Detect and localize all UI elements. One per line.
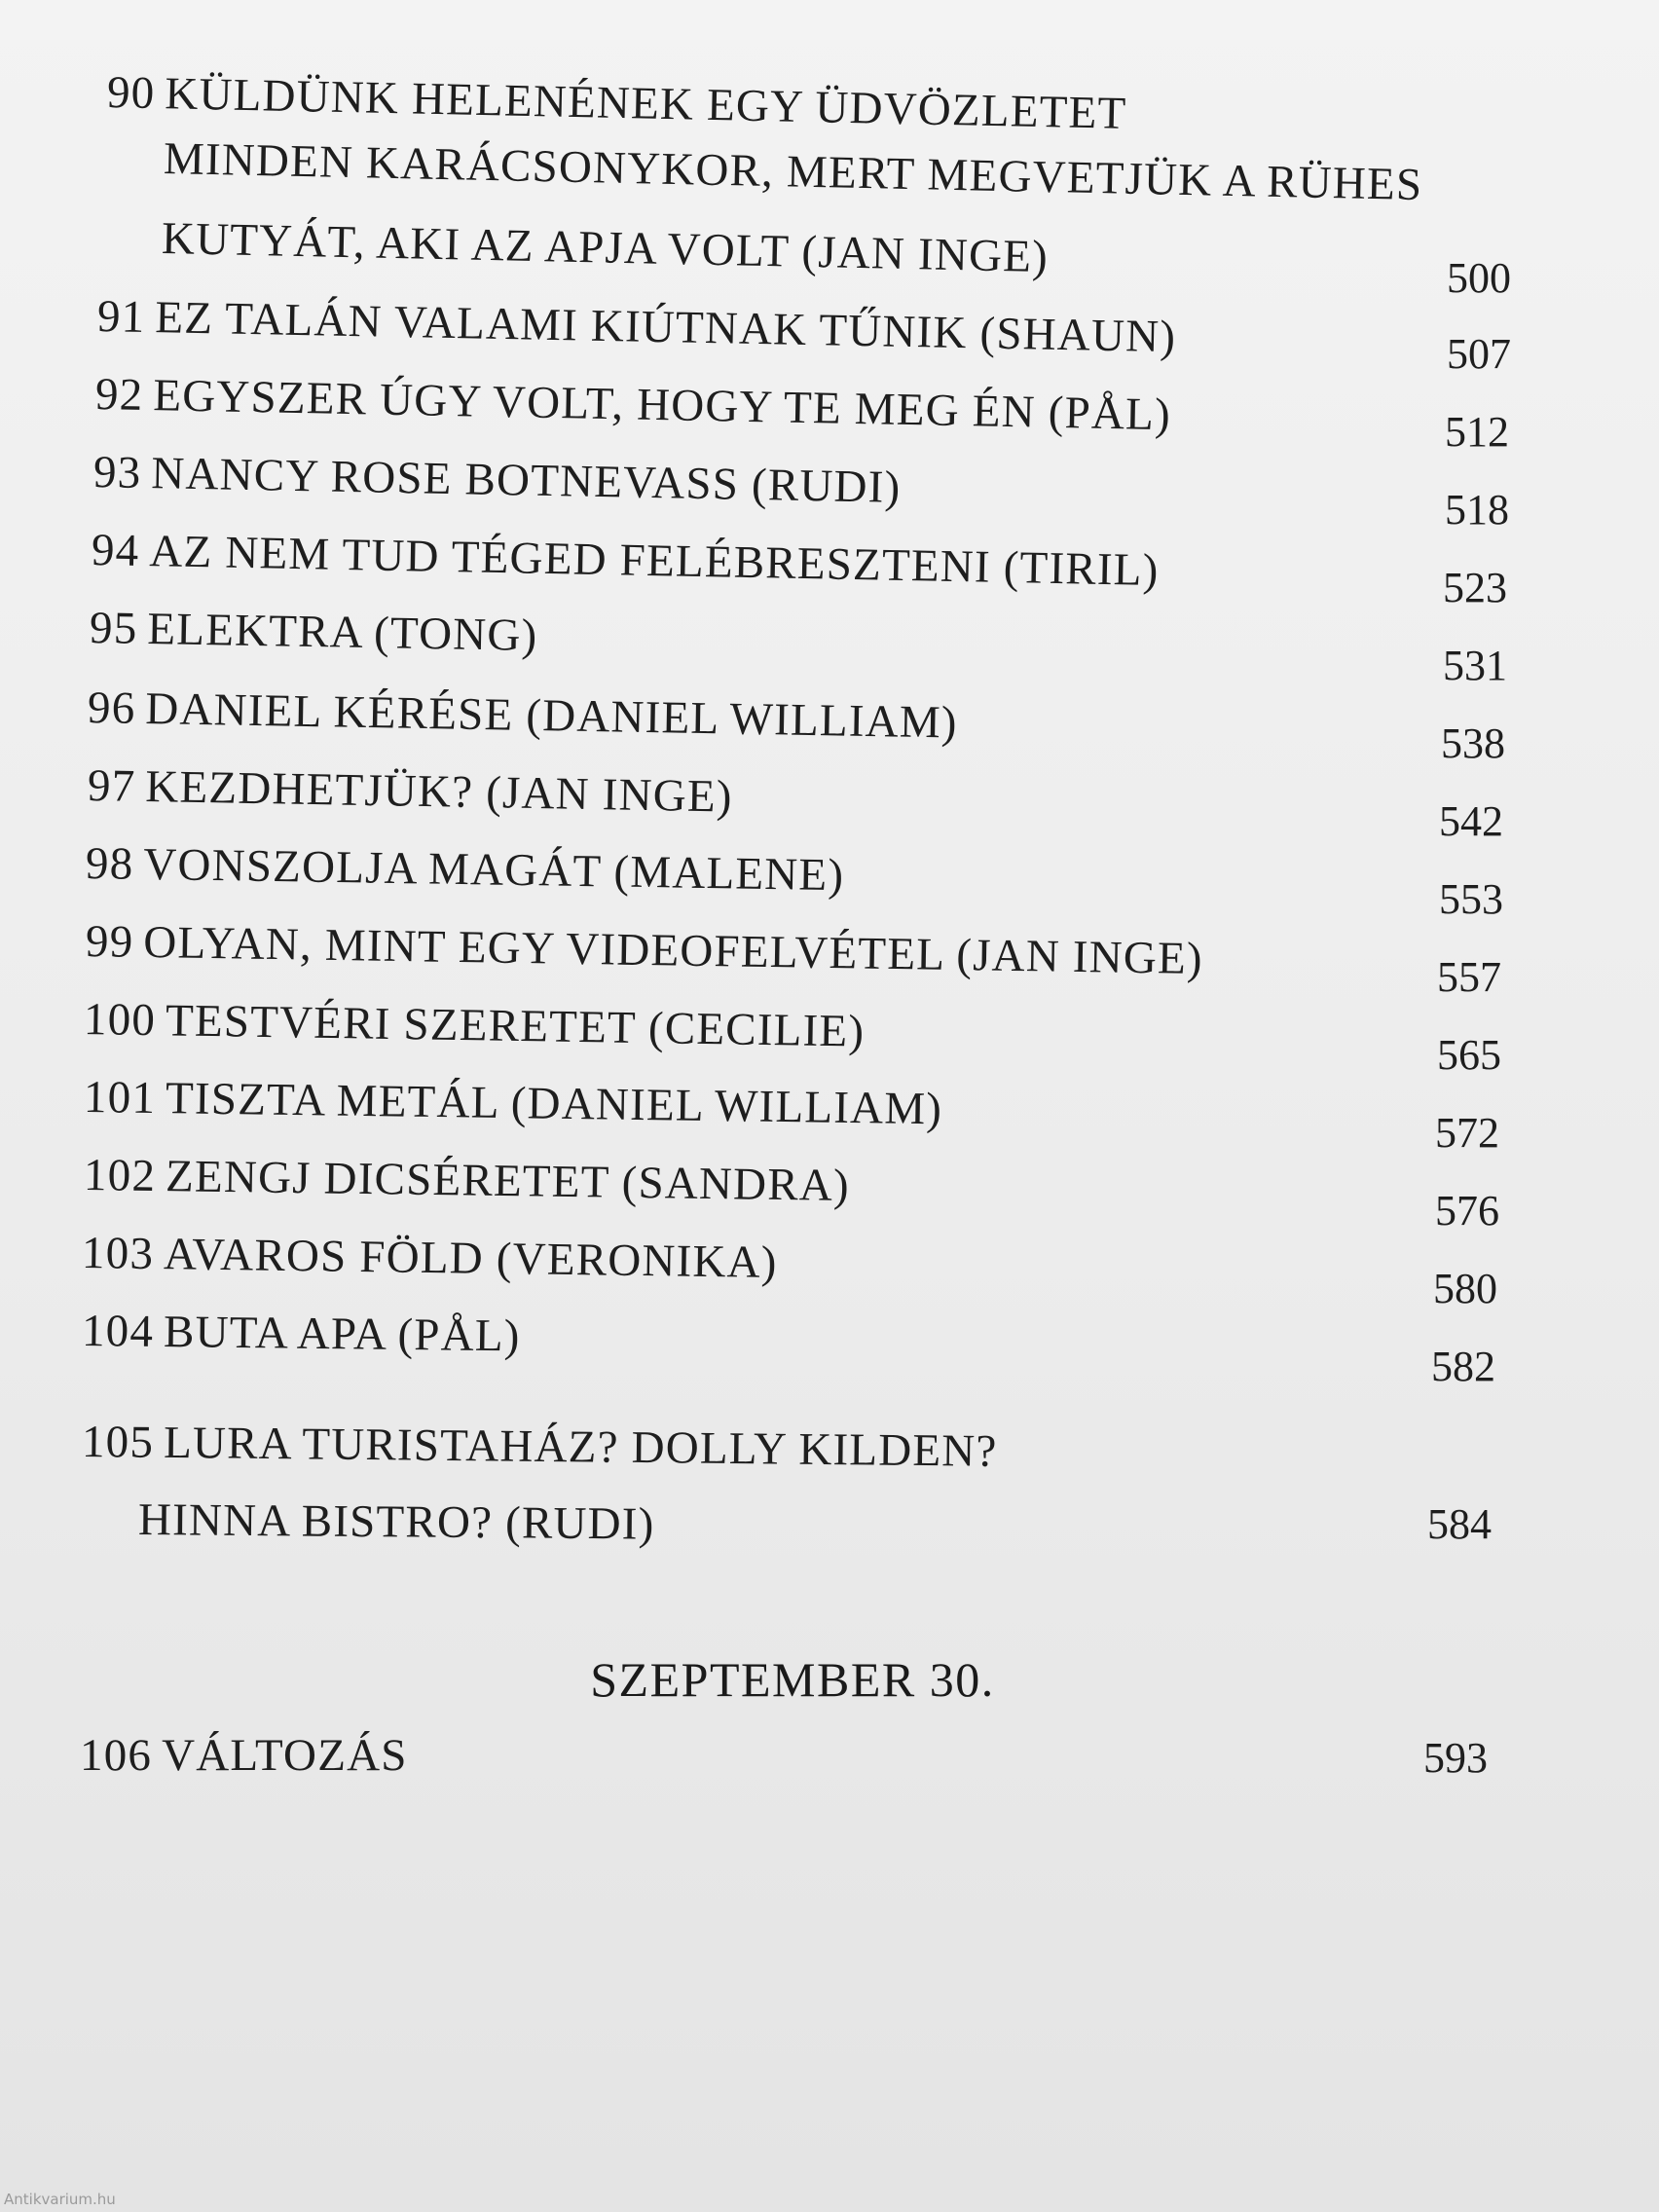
- entry-number: 96: [87, 682, 136, 734]
- toc-entry-97: [87, 760, 734, 823]
- toc-entry-93: [92, 447, 902, 513]
- toc-entry-90-line-1: [106, 67, 1127, 139]
- page-number: 531: [1443, 642, 1507, 689]
- entry-title: KEZDHETJÜK? (JAN INGE): [144, 761, 734, 823]
- page-number: 512: [1445, 408, 1509, 456]
- toc-entry-98: [85, 838, 845, 902]
- entry-title: NANCY ROSE BOTNEVASS (RUDI): [150, 448, 902, 513]
- entry-number: 99: [85, 916, 134, 968]
- entry-title: TESTVÉRI SZERETET (CECILIE): [165, 995, 866, 1057]
- entry-number: 106: [80, 1730, 153, 1781]
- entry-number: 97: [87, 760, 136, 812]
- entry-number: 103: [81, 1228, 155, 1280]
- page-number: 538: [1441, 719, 1505, 767]
- entry-title: TISZTA METÁL (DANIEL WILLIAM): [165, 1073, 943, 1135]
- page-number: 507: [1447, 330, 1511, 378]
- entry-number: 95: [89, 603, 138, 654]
- watermark: Antikvarium.hu: [4, 2191, 116, 2208]
- entry-title: LURA TURISTAHÁZ? DOLLY KILDEN?: [163, 1417, 998, 1477]
- toc-entry-90-line-2: [163, 133, 1423, 211]
- entry-number: 105: [81, 1417, 155, 1468]
- entry-number: 91: [96, 291, 146, 343]
- page-number: 523: [1443, 564, 1507, 611]
- entry-number: 98: [85, 838, 134, 890]
- entry-title: BUTA APA (PÅL): [163, 1307, 521, 1362]
- toc-entry-106: [80, 1730, 408, 1781]
- page-number: 593: [1423, 1734, 1488, 1782]
- toc-entry-105-line-1: [82, 1419, 998, 1475]
- toc-entry-92: [94, 369, 1172, 441]
- toc-entry-91: [96, 291, 1177, 363]
- entry-title: AZ NEM TUD TÉGED FELÉBRESZTENI (TIRIL): [148, 526, 1160, 597]
- page-number: 553: [1439, 875, 1503, 923]
- entry-title: EZ TALÁN VALAMI KIÚTNAK TŰNIK (SHAUN): [154, 292, 1177, 363]
- entry-number: 104: [81, 1306, 155, 1357]
- entry-title-continued: HINNA BISTRO? (RUDI): [137, 1494, 655, 1550]
- entry-title: ZENGJ DICSÉRETET (SANDRA): [165, 1151, 851, 1211]
- toc-entry-105-line-2: [137, 1494, 655, 1550]
- entry-title: DANIEL KÉRÉSE (DANIEL WILLIAM): [144, 683, 959, 749]
- page-number: 557: [1437, 953, 1501, 1001]
- page-number: 582: [1431, 1343, 1495, 1390]
- entry-title: EGYSZER ÚGY VOLT, HOGY TE MEG ÉN (PÅL): [152, 370, 1172, 441]
- entry-title-continued: MINDEN KARÁCSONYKOR, MERT MEGVETJÜK A RÜHES: [163, 133, 1423, 211]
- page-number: 518: [1445, 486, 1509, 534]
- entry-number: 102: [83, 1150, 157, 1202]
- entry-title: ELEKTRA (TONG): [146, 604, 538, 662]
- toc-entry-96: [87, 682, 959, 749]
- entry-number: 101: [83, 1072, 157, 1124]
- page-number: 542: [1439, 797, 1503, 845]
- page-number: 584: [1427, 1500, 1492, 1548]
- entry-title: VONSZOLJA MAGÁT (MALENE): [142, 838, 845, 902]
- entry-number: 92: [94, 369, 144, 421]
- toc-entry-90-line-3: [161, 213, 1050, 283]
- page-number: 572: [1435, 1109, 1499, 1157]
- page-number: 576: [1435, 1187, 1499, 1235]
- entry-number: 90: [106, 67, 156, 120]
- toc-entry-99: [85, 916, 1204, 985]
- toc-entry-95: [89, 603, 538, 662]
- entry-title: AVAROS FÖLD (VERONIKA): [163, 1229, 778, 1288]
- toc-entry-101: [83, 1072, 943, 1135]
- entry-title: VÁLTOZÁS: [162, 1730, 408, 1781]
- toc-entry-94: [91, 525, 1160, 597]
- page-number: 565: [1437, 1031, 1501, 1079]
- entry-number: 93: [92, 447, 142, 498]
- toc-entry-104: [81, 1306, 521, 1362]
- entry-number: 94: [91, 525, 140, 576]
- section-heading: SZEPTEMBER 30.: [590, 1652, 995, 1707]
- entry-title-continued: KUTYÁT, AKI AZ APJA VOLT (JAN INGE): [161, 213, 1050, 283]
- entry-title: KÜLDÜNK HELENÉNEK EGY ÜDVÖZLETET: [164, 68, 1127, 139]
- toc-entry-102: [83, 1150, 851, 1211]
- entry-number: 100: [83, 994, 157, 1047]
- page-number: 580: [1433, 1265, 1497, 1312]
- toc-entry-103: [81, 1228, 778, 1288]
- toc-entry-100: [83, 994, 866, 1057]
- entry-title: OLYAN, MINT EGY VIDEOFELVÉTEL (JAN INGE): [142, 916, 1204, 985]
- page-number: 500: [1447, 254, 1511, 302]
